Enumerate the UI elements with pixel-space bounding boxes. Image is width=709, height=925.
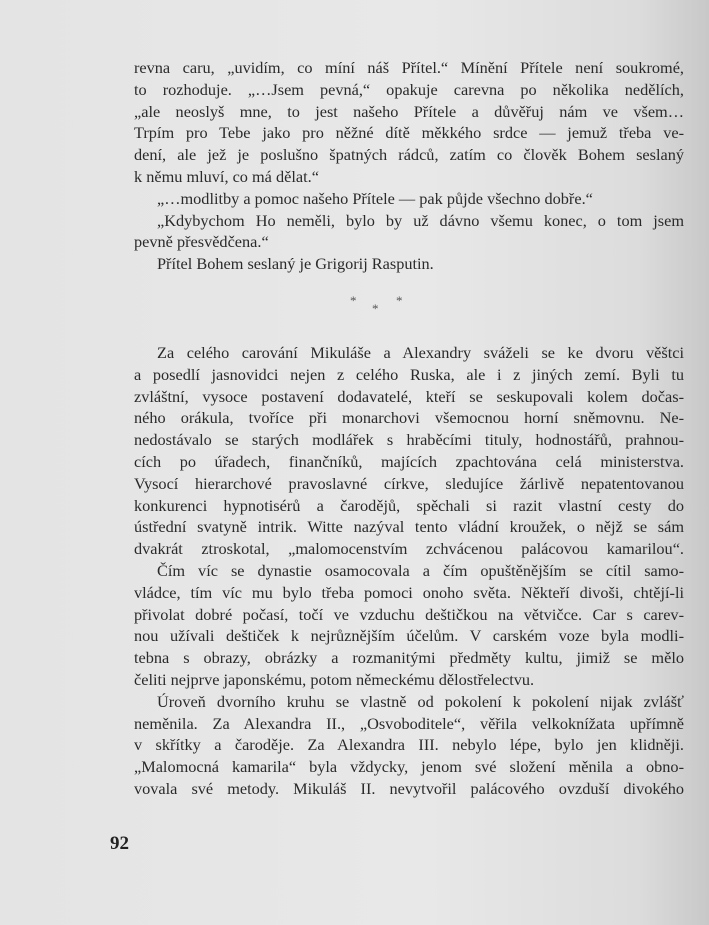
text-line: pevně přesvědčena.“ bbox=[134, 232, 269, 252]
text-line: zvláštní, vysoce postavení dodavatelé, kteří se seskupovali kolem dočas- bbox=[134, 386, 684, 406]
text-line: v skřítky a čaroděje. Za Alexandra III. nebylo lépe, bylo jen klidněji. bbox=[134, 735, 684, 755]
text-line: k němu mluví, co má dělat.“ bbox=[134, 166, 319, 186]
text-line: vládce, tím víc mu bylo třeba pomoci onoho světa. Někteří divoši, chtějí-li bbox=[134, 582, 684, 602]
text-line: „…modlitby a pomoc našeho Přítele — pak půjde všechno dobře.“ bbox=[157, 188, 593, 208]
section-separator-asterisks bbox=[348, 293, 408, 317]
text-line: nedostávalo se starých modlářek s hraběcími tituly, hodnostářů, prahnou- bbox=[134, 430, 684, 450]
text-line: a posedlí jasnovidci nejen z celého Ruska, ale i z jiných zemí. Byli tu bbox=[134, 364, 684, 384]
text-line: ústřední svatyně intrik. Witte nazýval tento vládní kroužek, o nějž se sám bbox=[134, 517, 684, 537]
text-line: tebna s obrazy, obrázky a rozmanitými předměty kultu, jimiž se mělo bbox=[134, 648, 684, 668]
text-line: vovala své metody. Mikuláš II. nevytvořil palácového ovzduší divokého bbox=[134, 778, 684, 798]
asterisk: * bbox=[396, 293, 403, 308]
text-line: konkurenci hypnotisérů a čarodějů, spěchali si razit vlastní cesty do bbox=[134, 495, 684, 515]
text-line: „ale neoslyš mne, to jest našeho Přítele a důvěřuj nám ve všem… bbox=[134, 101, 684, 121]
text-line: Přítel Bohem seslaný je Grigorij Rasputin. bbox=[157, 254, 434, 274]
text-line: ného orákula, tvoříce při monarchovi všemocnou horní sněmovnu. Ne- bbox=[134, 408, 684, 428]
text-line: to rozhoduje. „…Jsem pevná,“ opakuje carevna po několika nedělích, bbox=[134, 79, 684, 99]
text-line: Trpím pro Tebe jako pro něžné dítě měkkého srdce — jemuž třeba ve- bbox=[134, 123, 684, 143]
text-line: dení, ale jež je poslušno špatných rádců, zatím co člověk Bohem seslaný bbox=[134, 145, 684, 165]
text-line: revna caru, „uvidím, co míní náš Přítel.“ Mínění Přítele není soukromé, bbox=[134, 58, 684, 77]
text-line: dvakrát ztroskotal, „malomocenstvím zchvácenou palácovou kamarilou“. bbox=[134, 539, 684, 559]
text-line: Úroveň dvorního kruhu se vlastně od pokolení k pokolení nijak zvlášť bbox=[157, 691, 684, 711]
text-line: nou užívali deštiček k nejrůznějším účelům. V carském voze byla modli- bbox=[134, 626, 684, 646]
text-line: čeliti nejprve japonskému, potom německému dělostřelectvu. bbox=[134, 669, 535, 689]
text-line: „Kdybychom Ho neměli, bylo by už dávno všemu konec, o tom jsem bbox=[157, 210, 684, 230]
text-line: Čím víc se dynastie osamocovala a čím opuštěnějším se cítil samo- bbox=[157, 560, 684, 580]
text-line: Za celého carování Mikuláše a Alexandry sváželi se ke dvoru věštci bbox=[157, 343, 684, 362]
text-line: Vysocí hierarchové pravoslavné církve, sledujíce žárlivě nepatentovanou bbox=[134, 473, 684, 493]
text-line: neměnila. Za Alexandra II., „Osvoboditele“, věřila velkoknížata upřímně bbox=[134, 713, 684, 733]
text-line: přivolat dobré počasí, točí ve vzduchu deštičkou na větvičce. Car s carev- bbox=[134, 604, 684, 624]
asterisk: * bbox=[372, 301, 379, 316]
text-section-1 bbox=[134, 57, 684, 275]
text-section-2 bbox=[134, 342, 684, 800]
page-number: 92 bbox=[110, 833, 129, 854]
asterisk: * bbox=[350, 293, 357, 308]
text-line: „Malomocná kamarila“ byla vždycky, jenom své složení měnila a obno- bbox=[134, 757, 684, 777]
text-line: cích po úřadech, finančníků, majících zpachtována celá ministerstva. bbox=[134, 451, 684, 471]
